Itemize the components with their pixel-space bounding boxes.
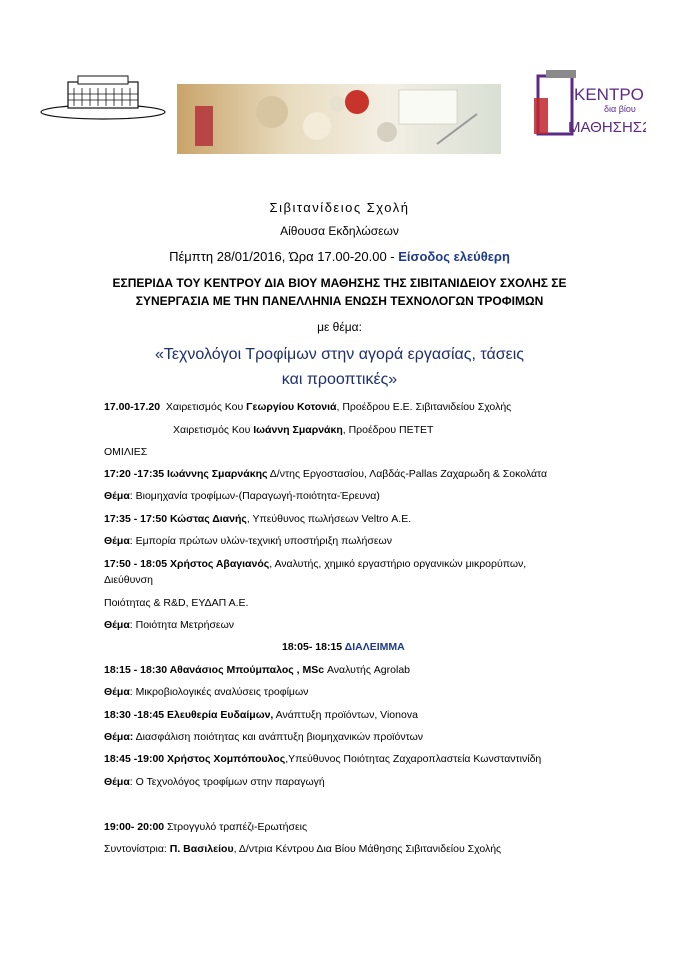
coordinator-post: , Δ/ντρια Κέντρου Δια Βίου Μάθησης Σιβιτανιδείου Σχολής [233, 843, 502, 855]
welcome-2 [173, 424, 433, 436]
event-topic [0, 342, 679, 392]
talk-3-head: 17:50 - 18:05 Χρήστος Αβαγιανός [104, 558, 270, 570]
welcome-1-post: , Προέδρου Ε.Ε. Σιβιτανιδείου Σχολής [336, 401, 512, 413]
roundtable [104, 821, 307, 833]
talk-4-topic-text: : Μικροβιολογικές αναλύσεις τροφίμων [129, 686, 309, 698]
welcome-1 [104, 401, 511, 413]
talk-2-head: 17:35 - 17:50 Κώστας Διανής [104, 513, 247, 525]
welcome-2-post: , Προέδρου ΠΕΤΕΤ [342, 424, 434, 436]
talk-4-topic-label: Θέμα [104, 686, 130, 698]
roundtable-time: 19:00- 20:00 [104, 821, 165, 833]
talk-4-head: 18:15 - 18:30 Αθανάσιος Μπούμπαλος , MSc [104, 664, 325, 676]
talk-1 [104, 468, 547, 480]
talk-3-topic-label: Θέμα [104, 619, 130, 631]
subject-colon: : [358, 320, 362, 334]
subject-label-text: με θέμα [317, 320, 359, 334]
break-label: ΔΙΑΛΕΙΜΜΑ [344, 641, 405, 653]
free-entry-label: Είσοδος ελεύθερη [398, 249, 510, 264]
kentro-logo [534, 70, 646, 142]
school-name: Σιβιτανίδειος Σχολή [269, 200, 410, 215]
event-hall: Αίθουσα Εκδηλώσεων [280, 224, 399, 238]
coordinator-pre: Συντονίστρια: [104, 843, 170, 855]
break-time: 18:05- 18:15 [282, 641, 345, 653]
intro-line-2: ΣΥΝΕΡΓΑΣΙΑ ΜΕ ΤΗΝ ΠΑΝΕΛΛΗΝΙΑ ΕΝΩΣΗ ΤΕΧΝΟΛΟΓΩΝ ΤΡΟΦΙΜΩΝ [135, 294, 544, 308]
talk-6-topic-label: Θέμα [104, 776, 130, 788]
talk-1-rest: Δ/ντης Εργοστασίου, Λαβδάς-Pallas Ζαχαρωδη & Σοκολάτα [267, 468, 548, 480]
talk-4 [104, 664, 410, 676]
talk-2 [104, 513, 411, 525]
welcome-1-pre: Χαιρετισμός Κου [165, 401, 247, 413]
talk-2-topic-text: : Εμπορία πρώτων υλών-τεχνική υποστήριξη πωλήσεων [129, 535, 392, 547]
talk-6-head: 18:45 -19:00 Χρήστος Χομπόπουλος [104, 753, 286, 765]
talk-6-rest: ,Υπεύθυνος Ποιότητας Ζαχαροπλαστεία Κωνσταντινίδη [285, 753, 542, 765]
talk-2-topic [104, 535, 392, 547]
talk-6-topic-text: : Ο Τεχνολόγος τροφίμων στην παραγωγή [129, 776, 325, 788]
talk-5-rest: Ανάπτυξη προϊόντων, Vionova [273, 709, 418, 721]
roundtable-text: Στρογγυλό τραπέζι-Ερωτήσεις [164, 821, 308, 833]
topic-line-2: και προοπτικές» [281, 371, 398, 388]
talk-2-topic-label: Θέμα [104, 535, 130, 547]
talk-6 [104, 753, 541, 765]
talks-heading: ΟΜΙΛΙΕΣ [104, 446, 148, 458]
svg-text:ΜΑΘΗΣΗΣ2: ΜΑΘΗΣΗΣ2 [568, 119, 646, 136]
talk-2-rest: , Υπεύθυνος πωλήσεων Veltro Α.Ε. [246, 513, 412, 525]
talk-6-topic [104, 776, 325, 788]
talk-3-topic [104, 619, 234, 631]
talk-3-rest: , Αναλυτής, χημικό εργαστήριο οργανικών μικρορύπων, [269, 558, 527, 570]
talk-1-head: 17:20 -17:35 Ιωάννης Σμαρνάκης [104, 468, 268, 480]
event-intro [0, 274, 679, 310]
talk-5-topic-text: Διασφάλιση ποιότητας και ανάπτυξη βιομηχανικών προϊόντων [133, 731, 424, 743]
talk-3-topic-text: : Ποιότητα Μετρήσεων [129, 619, 235, 631]
welcome-2-pre: Χαιρετισμός Κου [173, 424, 254, 436]
topic-line-1: «Τεχνολόγοι Τροφίμων στην αγορά εργασίας, τάσεις [154, 346, 525, 363]
talk-5-head: 18:30 -18:45 Ελευθερία Ευδαίμων, [104, 709, 274, 721]
talk-3 [104, 558, 526, 570]
talk-4-topic [104, 686, 308, 698]
talk-5-topic [104, 731, 423, 743]
talk-1-topic-text: : Βιομηχανία τροφίμων-(Παραγωγή-ποιότητα-Έρευνα) [129, 490, 380, 502]
coordinator-name: Π. Βασιλείου [169, 843, 234, 855]
intro-line-1: ΕΣΠΕΡΙΔΑ ΤΟΥ ΚΕΝΤΡΟΥ ΔΙΑ ΒΙΟΥ ΜΑΘΗΣΗΣ ΤΗΣ ΣΙΒΙΤΑΝΙΔΕΙΟΥ ΣΧΟΛΗΣ ΣΕ [112, 276, 567, 290]
talk-1-topic-label: Θέμα [104, 490, 130, 502]
talk-3-cont: Διεύθυνση [104, 574, 153, 586]
talk-3-cont-2: Ποιότητας & R&D, ΕΥΔΑΠ Α.Ε. [104, 597, 249, 609]
welcome-1-name: Γεωργίου Κοτονιά [246, 401, 337, 413]
talk-4-rest: Αναλυτής Agrolab [324, 664, 410, 676]
school-logo [38, 72, 168, 120]
talk-5 [104, 709, 418, 721]
break [282, 641, 405, 653]
event-date [0, 249, 679, 264]
welcome-1-time: 17.00-17.20 [104, 401, 161, 413]
food-banner-image [177, 84, 501, 154]
svg-text:δια βίου: δια βίου [604, 104, 636, 114]
talk-1-topic [104, 490, 380, 502]
subject-label [0, 320, 679, 334]
talk-5-topic-label: Θέμα: [104, 731, 134, 743]
welcome-2-name: Ιωάννη Σμαρνάκη [253, 424, 343, 436]
coordinator [104, 843, 501, 855]
date-time-text: Πέμπτη 28/01/2016, Ώρα 17.00-20.00 - [169, 249, 399, 264]
svg-text:ΚΕΝΤΡΟ: ΚΕΝΤΡΟ [574, 85, 644, 104]
